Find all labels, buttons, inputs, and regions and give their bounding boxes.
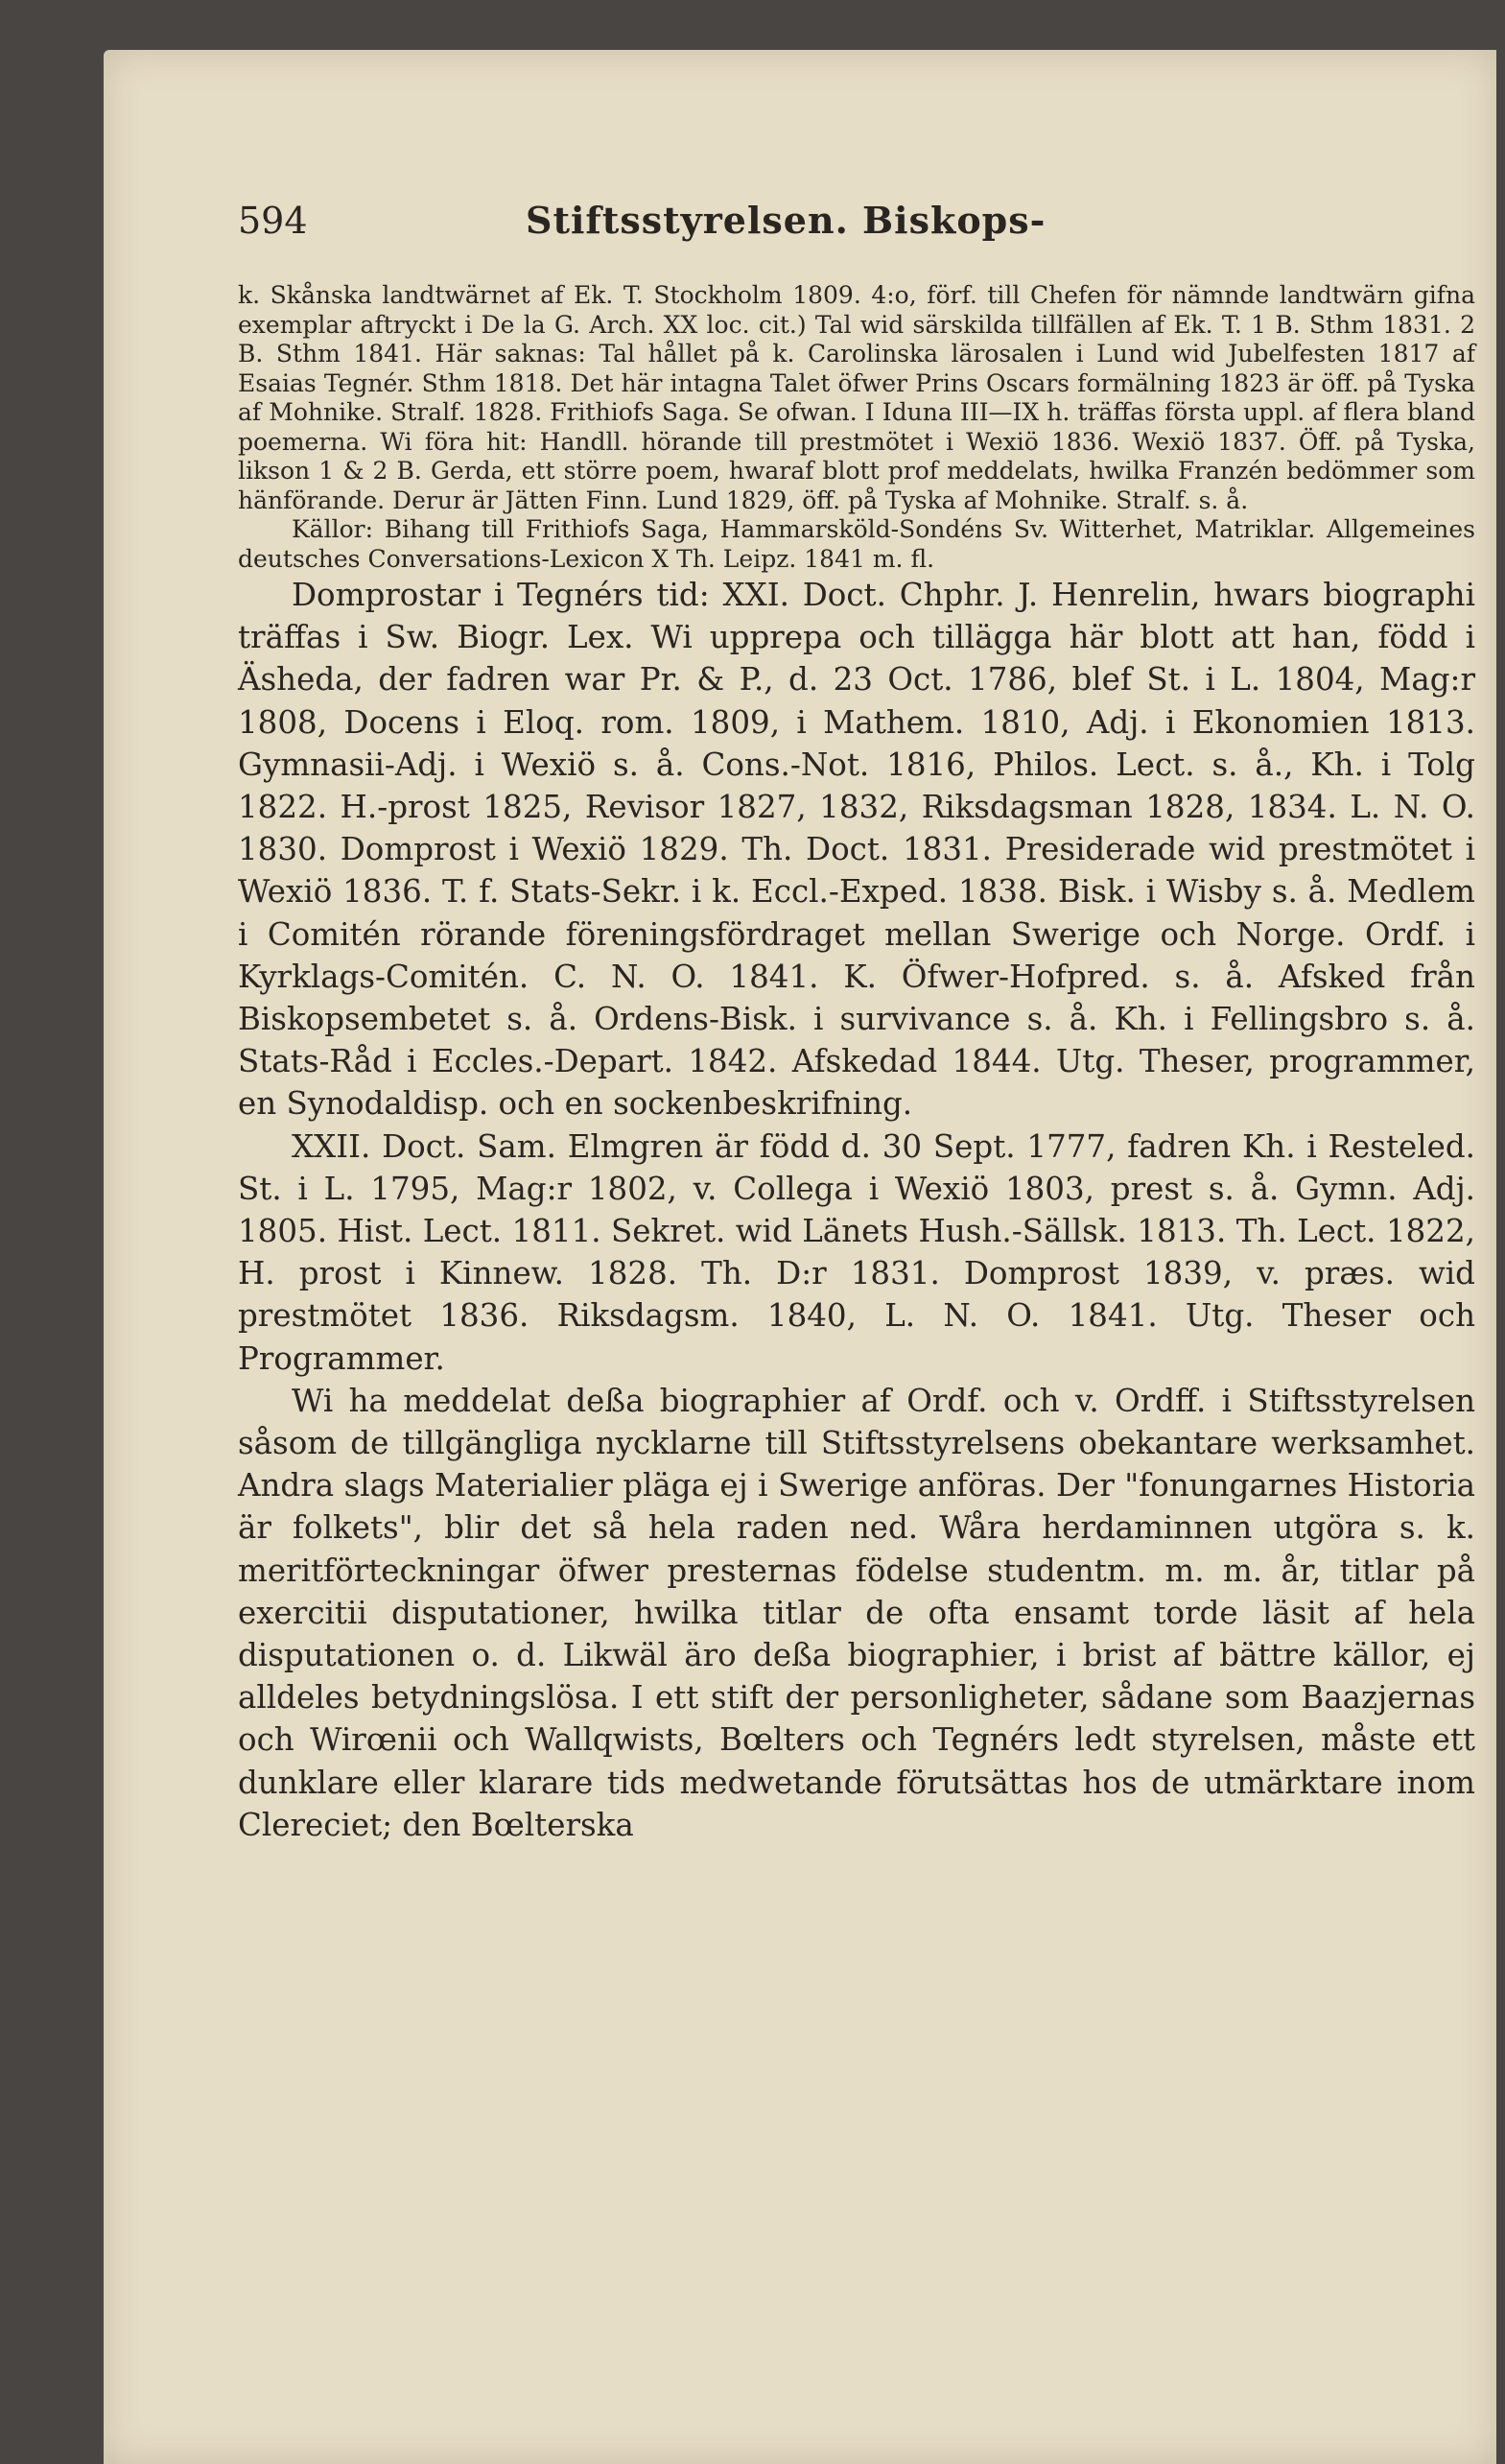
book-page: [104, 50, 1496, 2464]
page-header: [238, 199, 1475, 260]
text-block: [238, 199, 1475, 1846]
paragraph-sources: Källor: Bihang till Frithiofs Saga, Hammarsköld-Sondéns Sv. Witterhet, Matriklar. Allgemeines deutsches Conversations-Lexicon X Th. Leipz. 1841 m. fl.: [238, 515, 1475, 573]
paragraph-works-note: k. Skånska landtwärnet af Ek. T. Stockholm 1809. 4:o, förf. till Chefen för nämnde landtwärn gifna exemplar aftryckt i De la G. Arch. XX loc. cit.) Tal wid särskilda tillfällen af Ek. T. 1 B. Sthm 1831. 2 B. Sthm 1841. Här saknas: Tal hållet på k. Carolinska lärosalen i Lund wid Jubelfesten 1817 af Esaias Tegnér. Sthm 1818. Det här intagna Talet öfwer Prins Oscars formälning 1823 är öff. på Tyska af Mohnike. Stralf. 1828. Frithiofs Saga. Se ofwan. I Iduna III—IX h. träffas första uppl. af flera bland poemerna. Wi föra hit: Handll. hörande till prestmötet i Wexiö 1836. Wexiö 1837. Öff. på Tyska, likson 1 & 2 B. Gerda, ett större poem, hwaraf blott prof meddelats, hwilka Franzén bedömmer som hänförande. Derur är Jätten Finn. Lund 1829, öff. på Tyska af Mohnike. Stralf. s. å.: [238, 281, 1475, 514]
page-number: 594: [238, 200, 308, 242]
paragraph-biographies-note: Wi ha meddelat deßa biographier af Ordf. och v. Ordff. i Stiftsstyrelsen såsom de tillgängliga nycklarne till Stiftsstyrelsens obekantare werksamhet. Andra slags Materialier pläga ej i Swerige anföras. Der "fonungarnes Historia är folkets", blir det så hela raden ned. Wåra herdaminnen utgöra s. k. meritförteckningar öfwer presternas födelse studentm. m. m. år, titlar på exercitii disputationer, hwilka titlar de ofta ensamt torde läsit af hela disputationen o. d. Likwäl äro deßa biographier, i brist af bättre källor, ej alldeles betydningslösa. I ett stift der personligheter, sådane som Baazjernas och Wirœnii och Wallqwists, Bœlters och Tegnérs ledt styrelsen, måste ett dunklare eller klarare tids medwetande förutsättas hos de utmärktare inom Clereciet; den Bœlterska: [238, 1382, 1475, 1843]
paragraph-elmgren: XXII. Doct. Sam. Elmgren är född d. 30 Sept. 1777, fadren Kh. i Resteled. St. i L. 1795, Mag:r 1802, v. Collega i Wexiö 1803, prest s. å. Gymn. Adj. 1805. Hist. Lect. 1811. Sekret. wid Länets Hush.-Sällsk. 1813. Th. Lect. 1822, H. prost i Kinnew. 1828. Th. D:r 1831. Domprost 1839, v. præs. wid prestmötet 1836. Riksdagsm. 1840, L. N. O. 1841. Utg. Theser och Programmer.: [238, 1127, 1475, 1377]
running-head: Stiftsstyrelsen. Biskops-: [526, 199, 1046, 242]
paragraph-henrelin: Domprostar i Tegnérs tid: XXI. Doct. Chphr. J. Henrelin, hwars biographi träffas i Sw. Biogr. Lex. Wi upprepa och tillägga här blott att han, född i Äsheda, der fadren war Pr. & P., d. 23 Oct. 1786, blef St. i L. 1804, Mag:r 1808, Docens i Eloq. rom. 1809, i Mathem. 1810, Adj. i Ekonomien 1813. Gymnasii-Adj. i Wexiö s. å. Cons.-Not. 1816, Philos. Lect. s. å., Kh. i Tolg 1822. H.-prost 1825, Revisor 1827, 1832, Riksdagsman 1828, 1834. L. N. O. 1830. Domprost i Wexiö 1829. Th. Doct. 1831. Presiderade wid prestmötet i Wexiö 1836. T. f. Stats-Sekr. i k. Eccl.-Exped. 1838. Bisk. i Wisby s. å. Medlem i Comitén rörande föreningsfördraget mellan Swerige och Norge. Ordf. i Kyrklags-Comitén. C. N. O. 1841. K. Öfwer-Hofpred. s. å. Afsked från Biskopsembetet s. å. Ordens-Bisk. i survivance s. å. Kh. i Fellingsbro s. å. Stats-Råd i Eccles.-Depart. 1842. Afskedad 1844. Utg. Theser, programmer, en Synodaldisp. och en sockenbeskrifning.: [238, 577, 1475, 1123]
